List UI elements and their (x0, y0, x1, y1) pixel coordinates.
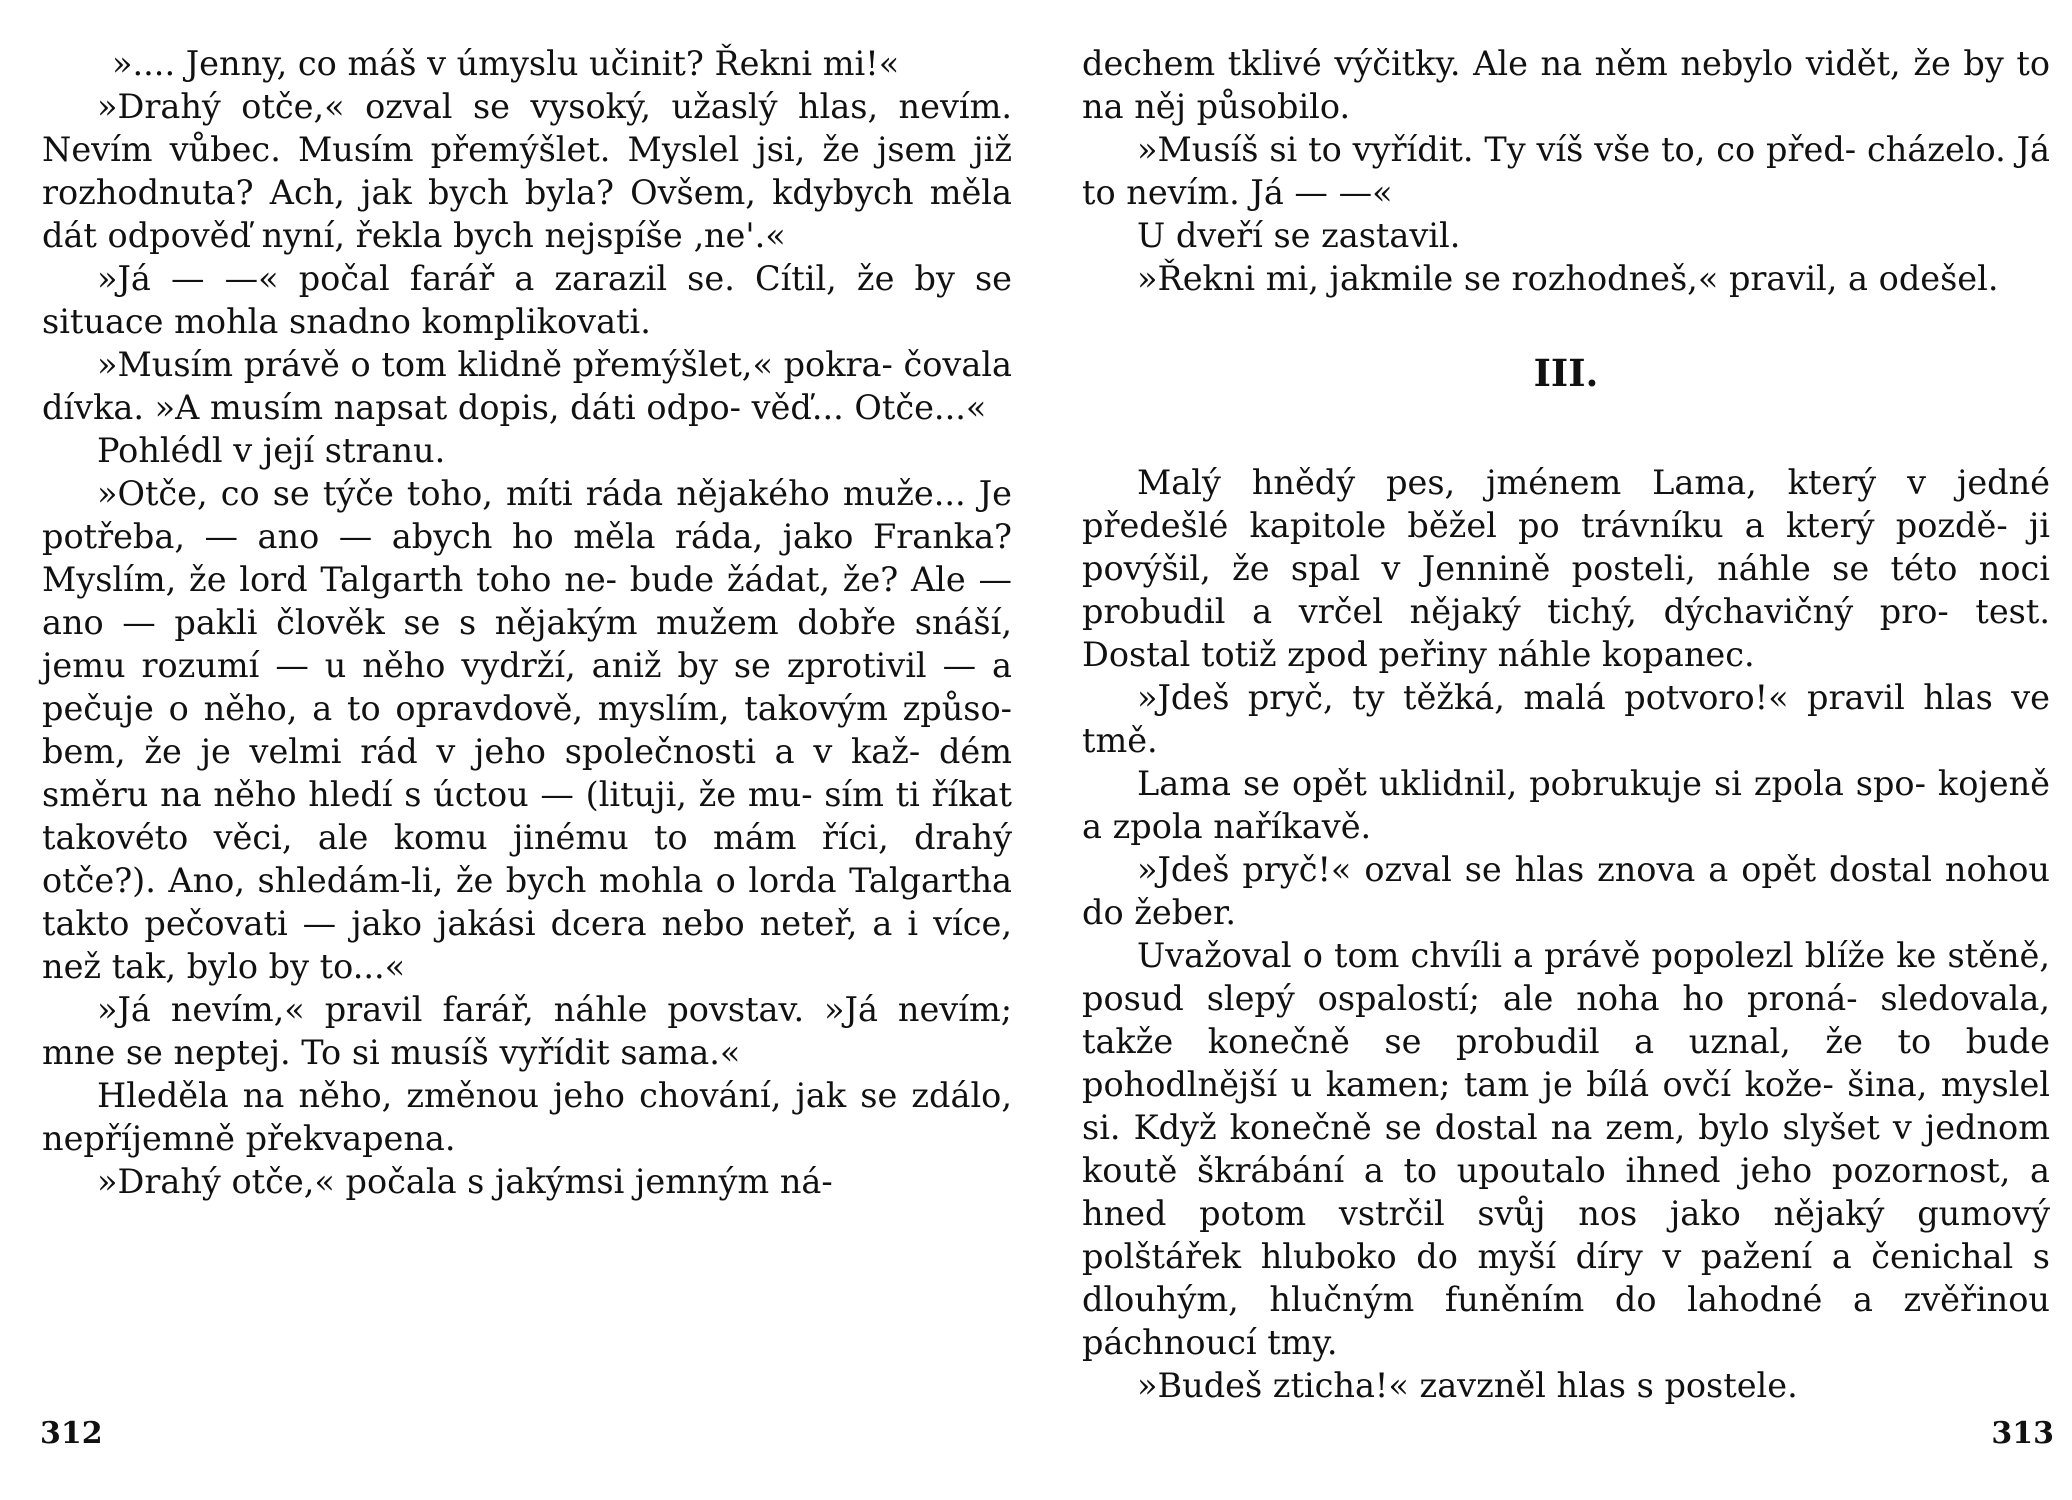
paragraph: Uvažoval o tom chvíli a právě popolezl blíže ke stěně, posud slepý ospalostí; ale noha ho proná- sledovala, takže konečně se probudil a uznal, že to bude pohodlnější u kamen; tam je bílá ovčí kože- šina, myslel si. Když konečně se dostal na zem, bylo slyšet v jednom koutě škrábání a to upoutalo ihned jeho pozornost, a hned potom vstrčil svůj nos jako nějaký gumový polštářek hluboko do myší díry v pažení a čenichal s dlouhým, hlučným funěním do lahodné a zvěřinou páchnoucí tmy. (1082, 936, 2050, 1362)
paragraph: »Řekni mi, jakmile se rozhodneš,« pravil, a odešel. (1137, 259, 1999, 298)
paragraph: »Jdeš pryč, ty těžká, malá potvoro!« pravil hlas ve tmě. (1082, 678, 2050, 760)
paragraph: Pohlédl v její stranu. (97, 431, 446, 470)
paragraph: »Musíš si to vyřídit. Ty víš vše to, co před- cházelo. Já to nevím. Já — —« (1082, 130, 2050, 212)
paragraph: ».... Jenny, co máš v úmyslu učinit? Řekni mi!« (112, 44, 900, 83)
paragraph: »Já nevím,« pravil farář, náhle povstav. »Já nevím; mne se neptej. To si musíš vyřídit sama.« (42, 990, 1012, 1072)
paragraph: dechem tklivé výčitky. Ale na něm nebylo vidět, že by to na něj působilo. (1082, 44, 2050, 126)
paragraph: Malý hnědý pes, jménem Lama, který v jedné předešlé kapitole běžel po trávníku a který pozdě- ji povýšil, že spal v Jennině posteli, náhle se této noci probudil a vrčel nějaký tichý, dýchavičný pro- test. Dostal totiž zpod peřiny náhle kopanec. (1082, 463, 2050, 674)
page-number: 312 (40, 1416, 103, 1451)
paragraph: »Budeš zticha!« zavzněl hlas s postele. (1137, 1366, 1798, 1405)
paragraph: »Drahý otče,« ozval se vysoký, užaslý hlas, nevím. Nevím vůbec. Musím přemýšlet. Myslel jsi, že jsem již rozhodnuta? Ach, jak bych byla? Ovšem, kdybych měla dát odpověď nyní, řekla bych nejspíše ‚ne'.« (42, 87, 1012, 255)
paragraph: Hleděla na něho, změnou jeho chování, jak se zdálo, nepříjemně překvapena. (42, 1076, 1012, 1158)
paragraph: »Musím právě o tom klidně přemýšlet,« pokra- čovala dívka. »A musím napsat dopis, dáti odpo- věď... Otče...« (42, 345, 1012, 427)
chapter-heading: III. (1533, 351, 1599, 395)
paragraph: Lama se opět uklidnil, pobrukuje si zpola spo- kojeně a zpola naříkavě. (1082, 764, 2050, 846)
left-page (42, 42, 1012, 1203)
paragraph: »Já — —« počal farář a zarazil se. Cítil, že by se situace mohla snadno komplikovati. (42, 259, 1012, 341)
paragraph: »Otče, co se týče toho, míti ráda nějakého muže... Je potřeba, — ano — abych ho měla ráda, jako Franka? Myslím, že lord Talgarth toho ne- bude žádat, že? Ale — ano — pakli člověk se s nějakým mužem dobře snáší, jemu rozumí — u něho vydrží, aniž by se zprotivil — a pečuje o něho, a to opravdově, myslím, takovým způso- bem, že je velmi rád v jeho společnosti a v kaž- dém směru na něho hledí s úctou — (lituji, že mu- sím ti říkat takovéto věci, ale komu jinému to mám říci, drahý otče?). Ano, shledám-li, že bych mohla o lorda Talgartha takto pečovati — jako jakási dcera nebo neteř, a i více, než tak, bylo by to...« (42, 474, 1012, 986)
paragraph: »Drahý otče,« počala s jakýmsi jemným ná- (97, 1162, 833, 1201)
paragraph: »Jdeš pryč!« ozval se hlas znova a opět dostal nohou do žeber. (1082, 850, 2050, 932)
right-page (1082, 42, 2050, 1407)
page-number: 313 (1991, 1416, 2054, 1451)
paragraph: U dveří se zastavil. (1137, 216, 1461, 255)
